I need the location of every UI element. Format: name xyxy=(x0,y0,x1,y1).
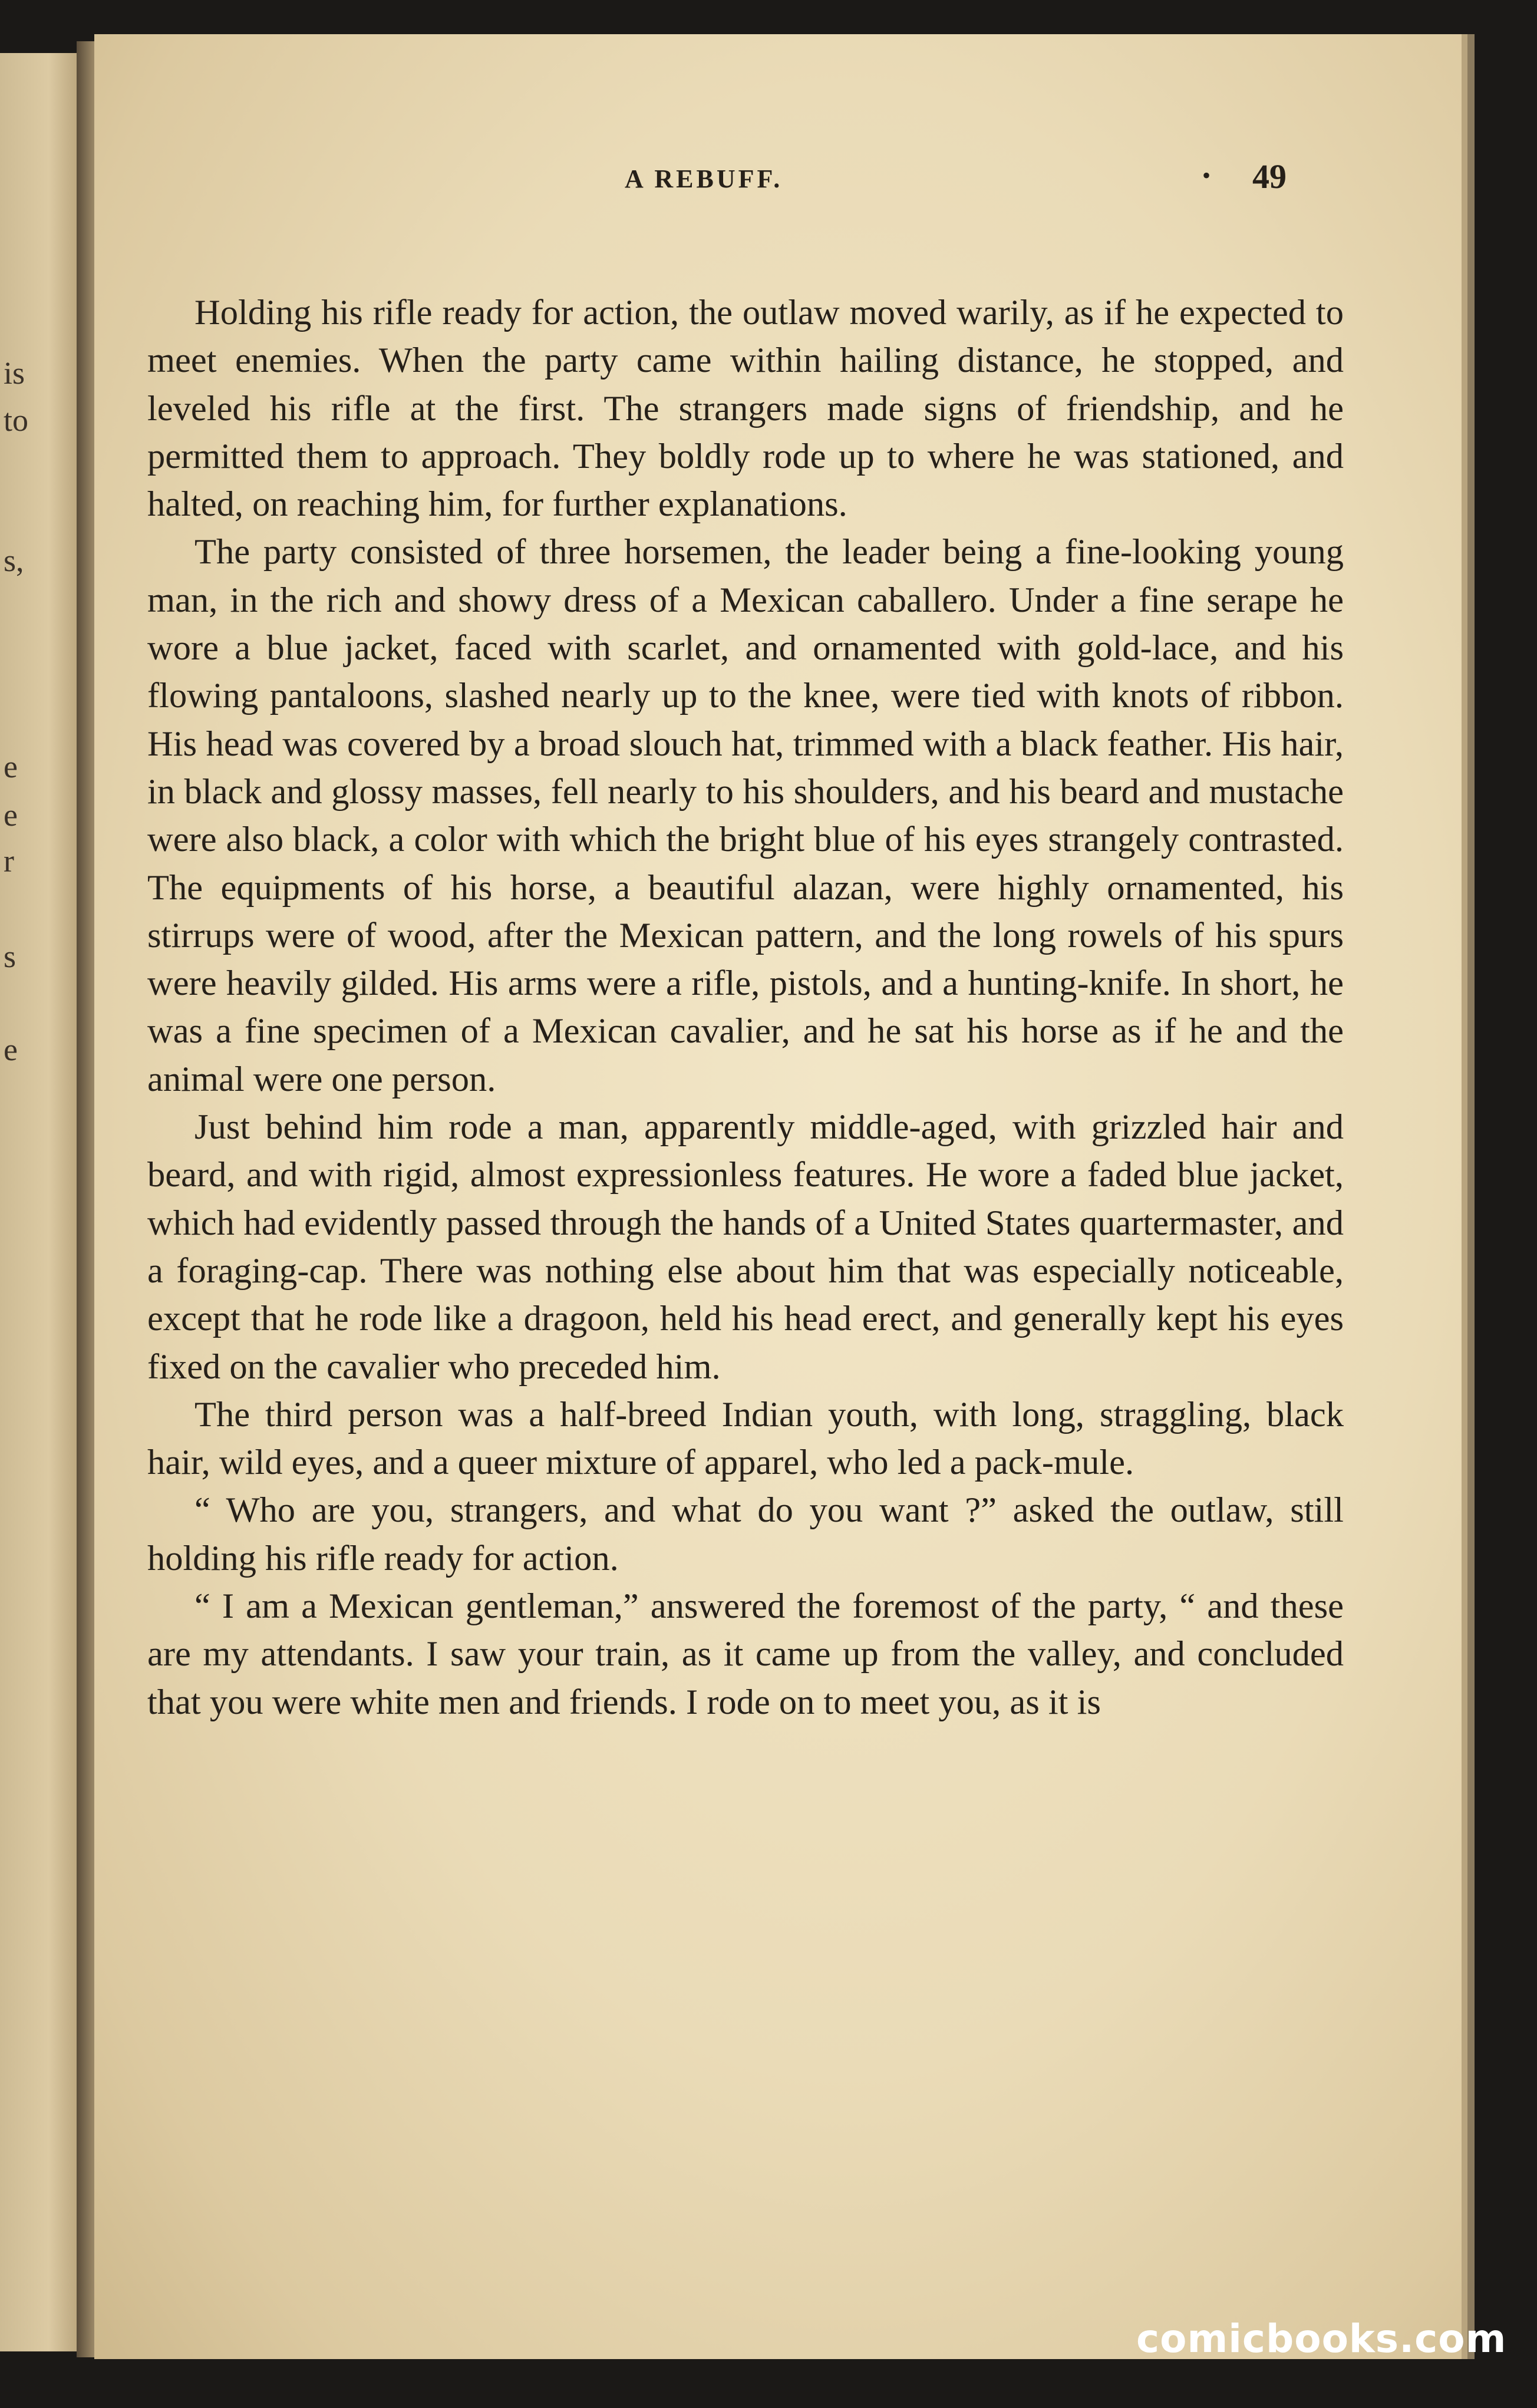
head-bullet: • xyxy=(1202,162,1211,189)
paragraph: The party consisted of three horsemen, the leader being a fine-looking young man, in the rich and showy dress of a Mexican caballero. Under a fine serape he wore a blue jacket, faced with scarlet, and ornamented with gold-lace, and his flowing pantaloons, slashed nearly up to the knee, were tied with knots of ribbon. His head was covered by a broad slouch hat, trimmed with a black feather. His hair, in black and glossy masses, fell nearly to his shoulders, and his beard and mustache were also black, a color with which the bright blue of his eyes strangely contrasted. The equipments of his horse, a beautiful alazan, were highly ornamented, his stirrups were of wood, after the Mexican pattern, and the long rowels of his spurs were heavily gilded. His arms were a rifle, pistols, and a hunting-knife. In short, he was a fine specimen of a Mexican cavalier, and he sat his horse as if he and the animal were one person. xyxy=(147,532,1344,1099)
paragraph: Holding his rifle ready for action, the outlaw moved warily, as if he expected to meet enemies. When the party came within hailing distance, he stopped, and leveled his rifle at the first. The strangers made signs of friendship, and he permitted them to approach. They boldly rode up to where he was stationed, and halted, on reaching him, for further explanations. xyxy=(147,293,1344,525)
body-text xyxy=(147,289,1344,1726)
facing-page-fragment: e xyxy=(4,1032,18,1067)
paragraph: The third person was a half-breed Indian youth, with long, straggling, black hair, wild eyes, and a queer mixture of apparel, who led a pack-mule. xyxy=(147,1394,1344,1483)
paragraph: “ Who are you, strangers, and what do you want ?” asked the outlaw, still holding his rifle ready for action. xyxy=(147,1490,1344,1578)
facing-page-fragment: e xyxy=(4,797,18,833)
page-number: 49 xyxy=(1252,157,1287,196)
site-watermark: comicbooks.com xyxy=(1136,2316,1507,2361)
running-head xyxy=(94,157,1462,211)
facing-page-fragment: r xyxy=(4,843,14,879)
paragraph: Just behind him rode a man, apparently middle-aged, with grizzled hair and beard, and with rigid, almost expressionless features. He wore a faded blue jacket, which had evidently passed through the hands of a United States quartermaster, and a foraging-cap. There was nothing else about him that was especially noticeable, except that he rode like a dragoon, held his head erect, and generally kept his eyes fixed on the cavalier who preceded him. xyxy=(147,1107,1344,1387)
book-page xyxy=(94,34,1462,2359)
facing-page-fragment: to xyxy=(4,403,29,438)
facing-page-fragment: e xyxy=(4,749,18,784)
chapter-title: A REBUFF. xyxy=(625,164,783,193)
facing-page-fragment: s, xyxy=(4,543,24,578)
facing-page-edge xyxy=(0,53,88,2351)
facing-page-text-fragments xyxy=(0,53,88,2351)
paragraph: “ I am a Mexican gentleman,” answered the foremost of the party, “ and these are my attendants. I saw your train, as it came up from the valley, and concluded that you were white men and friends. I rode on to meet you, as it is xyxy=(147,1586,1344,1722)
facing-page-fragment: is xyxy=(4,355,25,391)
facing-page-fragment: s xyxy=(4,939,17,974)
